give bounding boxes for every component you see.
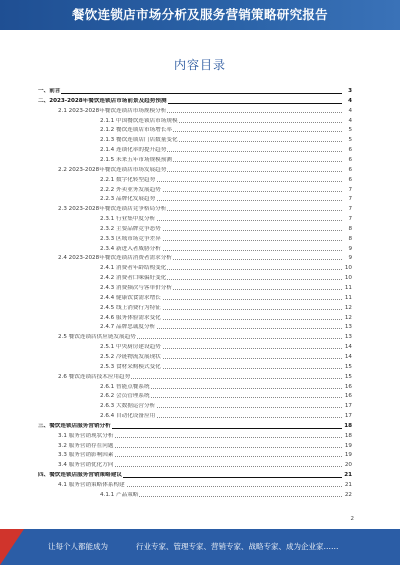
toc-entry-page: 10 [342,275,352,282]
toc-entry-label: 2.1.3 餐饮连锁店门店数量变化 [100,137,178,144]
toc-entry-label: 2.4.4 健康饮食需求增长 [100,294,161,301]
toc-entry-page: 22 [342,492,352,499]
toc-entry-page: 14 [342,344,352,351]
toc-entry-page: 9 [342,246,352,253]
toc-entry-label: 2.1.5 未来五年市场规模预测 [100,156,172,163]
toc-heading: 内容目录 [173,58,226,72]
toc-entry[interactable] [100,384,352,391]
toc-entry-page: 15 [342,364,352,371]
toc-entry[interactable] [100,315,352,322]
toc-entry-page: 7 [342,206,352,213]
toc-entry-page: 21 [342,472,352,479]
toc-entry[interactable] [38,472,352,479]
toc-entry[interactable] [58,482,352,489]
toc-entry[interactable] [100,285,352,292]
toc-entry[interactable] [100,354,352,361]
toc-entry-label: 2.1.1 中国餐饮连锁店市场规模 [100,117,178,124]
footer-roles: 行业专家、管理专家、营销专家、战略专家、成为企业家…… [136,542,339,551]
toc-entry[interactable] [58,462,352,469]
toc-entry[interactable] [58,108,352,115]
footer-accent-shape [0,529,24,565]
toc-entry-label: 2.5.2 冷链物流发展现状 [100,353,161,360]
toc-entry-label: 2.5 餐饮连锁店供应链发展趋势 [58,334,136,341]
toc-entry-label: 2.1.4 连锁化率的提升趋势 [100,147,167,154]
toc-entry[interactable] [58,452,352,459]
toc-entry[interactable] [100,147,352,154]
toc-entry[interactable] [58,433,352,440]
toc-entry-page: 19 [342,452,352,459]
toc-entry[interactable] [58,255,352,262]
toc-entry-page: 10 [342,265,352,272]
toc-entry-page: 17 [342,403,352,410]
toc-entry-label: 2.2.1 数字化转型趋势 [100,176,156,183]
toc-entry-page: 21 [342,482,352,489]
toc-entry-page: 7 [342,216,352,223]
toc-entry-page: 9 [342,255,352,262]
toc-entry-label: 2.2.2 外卖业务发展趋势 [100,186,161,193]
toc-entry[interactable] [58,374,352,381]
footer-slogan: 让每个人都能成为 [48,542,108,551]
toc-entry-label: 2.5.1 中央厨房建设趋势 [100,344,161,351]
footer-bar [0,529,400,565]
toc-entry-page: 16 [342,384,352,391]
toc-entry-page: 16 [342,393,352,400]
toc-entry[interactable] [58,167,352,174]
toc-entry-label: 3.3 服务营销影响因素 [58,452,114,459]
toc-entry-page: 6 [342,147,352,154]
toc-entry[interactable] [100,157,352,164]
toc-entry-label: 2.4.3 消费频次与客单价分析 [100,285,172,291]
toc-entry-page: 14 [342,354,352,361]
toc-entry-label: 3.2 服务营销存在问题 [58,442,114,449]
toc-entry-page: 4 [342,98,352,105]
toc-entry-page: 7 [342,187,352,194]
toc-entry-label: 3.1 服务营销现状分析 [58,432,114,439]
toc-entry[interactable] [100,324,352,331]
toc-entry-label: 3.4 服务营销优化方向 [58,462,114,469]
table-of-contents [0,88,400,518]
toc-entry[interactable] [58,443,352,450]
toc-entry[interactable] [58,206,352,213]
toc-entry-page: 6 [342,157,352,164]
toc-entry[interactable] [100,295,352,302]
toc-entry[interactable] [100,127,352,134]
toc-entry-label: 2.2.3 品牌化发展趋势 [100,196,156,203]
toc-entry-label: 三、餐饮连锁店服务营销分析 [38,422,111,429]
toc-entry-label: 2.2 2023-2028年餐饮连锁店市场发展趋势 [58,166,167,173]
toc-entry-page: 18 [342,433,352,440]
toc-entry[interactable] [100,177,352,184]
toc-entry[interactable] [100,275,352,282]
toc-entry-label: 2.4.2 消费者口味偏好变化 [100,275,167,282]
toc-entry[interactable] [100,137,352,144]
toc-entry-label: 2.6.1 智能点餐系统 [100,383,150,390]
toc-entry-label: 四、餐饮连锁店服务营销策略建议 [38,472,122,479]
toc-entry-label: 2.5.3 食材采购模式变化 [100,363,161,370]
header-bar [0,0,400,30]
toc-entry-label: 2.4.7 品牌忠诚度分析 [100,324,156,331]
toc-entry[interactable] [100,187,352,194]
toc-entry-label: 2.1 2023-2028年餐饮连锁店市场规模分析 [58,107,167,114]
toc-leader-dots [38,93,342,94]
toc-entry-label: 2.6 餐饮连锁店技术应用趋势 [58,373,131,380]
toc-entry-label: 2.3.2 主要品牌竞争态势 [100,225,161,232]
toc-entry-page: 3 [342,88,352,95]
toc-entry[interactable] [100,305,352,312]
toc-entry-label: 2.6.3 大数据运营分析 [100,403,156,410]
toc-entry-label: 2.1.2 餐饮连锁店市场增长率 [100,127,172,134]
toc-entry[interactable] [100,265,352,272]
toc-entry-page: 12 [342,315,352,322]
toc-entry-label: 二、2023-2028年餐饮连锁店市场前景及趋势预测 [38,97,167,104]
toc-entry[interactable] [100,344,352,351]
toc-entry-label: 2.6.4 自动化设备应用 [100,413,156,420]
toc-entry[interactable] [100,226,352,233]
toc-entry-page: 12 [342,305,352,312]
toc-entry-label: 2.3 2023-2028年餐饮连锁店竞争格局分析 [58,206,167,213]
toc-entry[interactable] [100,118,352,125]
toc-entry-page: 6 [342,177,352,184]
toc-entry-page: 19 [342,443,352,450]
toc-entry-label: 2.3.3 区域市场竞争差异 [100,235,161,242]
toc-entry-page: 13 [342,324,352,331]
toc-entry-page: 11 [342,285,352,292]
toc-entry-label: 一、前言 [38,88,61,94]
toc-entry-label: 4.1 服务营销策略体系构建 [58,482,125,488]
toc-entry-page: 20 [342,462,352,469]
toc-entry-page: 13 [342,334,352,341]
toc-entry-page: 18 [342,423,352,430]
toc-entry-page: 7 [342,196,352,203]
toc-entry-label: 4.1.1 产品策略 [100,491,139,498]
toc-entry-page: 4 [342,118,352,125]
toc-entry-label: 2.6.2 会员管理系统 [100,393,150,400]
toc-entry[interactable] [100,364,352,371]
toc-entry-page: 15 [342,374,352,381]
toc-entry-label: 2.4 2023-2028年餐饮连锁店消费者需求分析 [58,255,172,262]
toc-entry[interactable] [100,236,352,243]
toc-entry[interactable] [100,246,352,253]
toc-entry[interactable] [100,216,352,223]
toc-entry[interactable] [38,98,352,105]
toc-entry-page: 11 [342,295,352,302]
toc-entry[interactable] [100,393,352,400]
toc-entry-page: 8 [342,226,352,233]
toc-entry[interactable] [100,492,352,499]
toc-entry[interactable] [100,403,352,410]
toc-entry-label: 2.4.5 线上消费行为特征 [100,304,161,311]
toc-entry[interactable] [38,423,352,430]
toc-entry-page: 4 [342,108,352,115]
toc-entry-page: 5 [342,127,352,134]
toc-entry-label: 2.3.1 行业集中度分析 [100,216,156,223]
toc-entry-label: 2.4.1 消费者年龄结构变化 [100,265,167,272]
toc-entry-label: 2.3.4 新进入者威胁分析 [100,245,161,252]
toc-entry[interactable] [100,196,352,203]
toc-entry[interactable] [100,413,352,420]
toc-entry-page: 6 [342,167,352,174]
page-number: 2 [350,516,354,522]
document-title: 餐饮连锁店市场分析及服务营销策略研究报告 [71,7,328,22]
toc-entry-page: 8 [342,236,352,243]
toc-entry[interactable] [38,88,352,95]
toc-entry-label: 2.4.6 服务体验需求变化 [100,314,161,321]
toc-entry-page: 17 [342,413,352,420]
toc-entry[interactable] [58,334,352,341]
toc-entry-page: 5 [342,137,352,144]
